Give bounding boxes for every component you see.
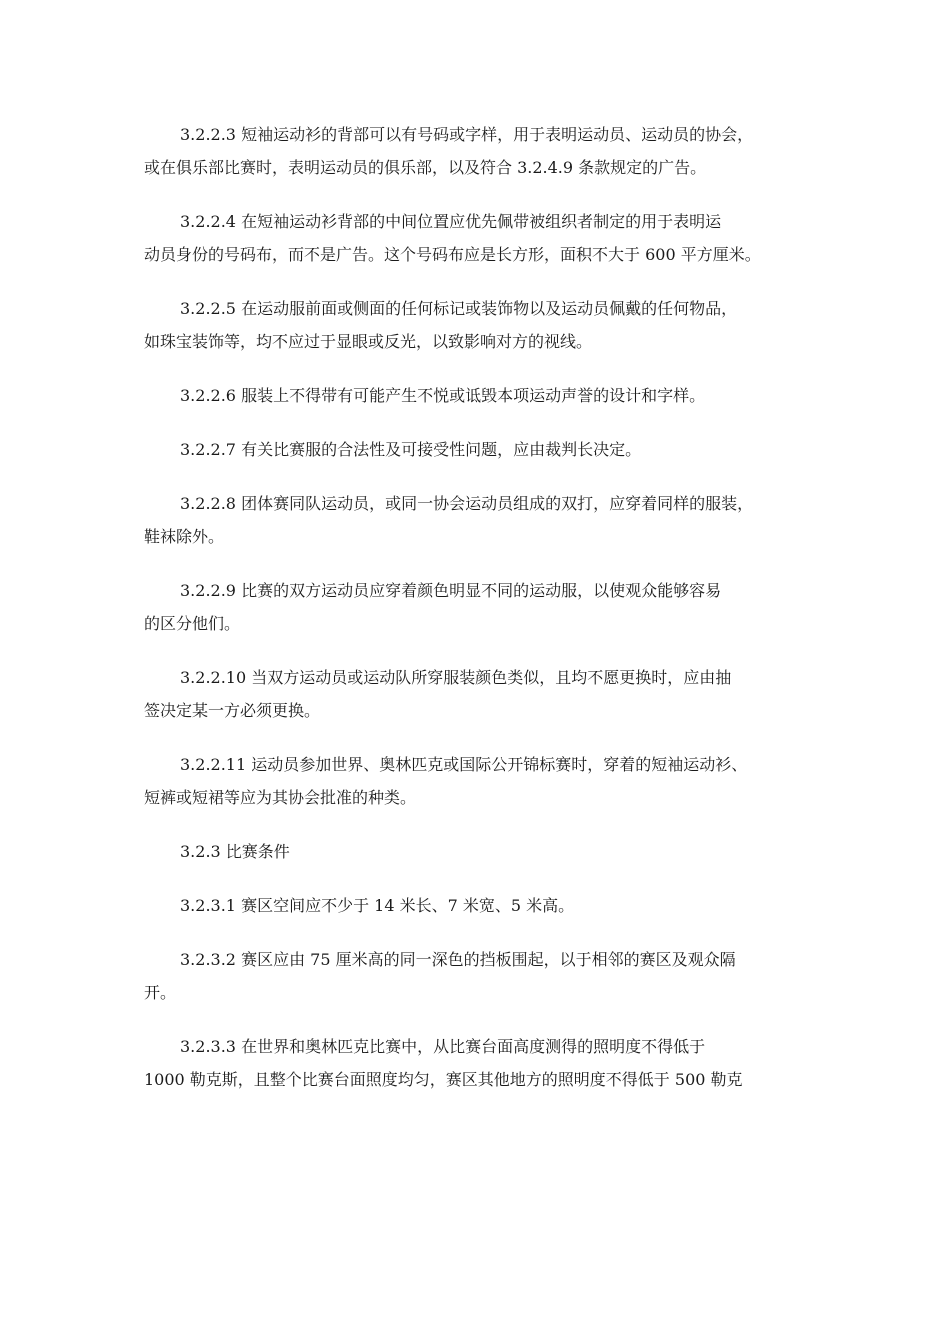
paragraph-line: 如珠宝装饰等，均不应过于显眼或反光，以致影响对方的视线。 (144, 332, 593, 351)
paragraph-line: 3.2.2.3 短袖运动衫的背部可以有号码或字样，用于表明运动员、运动员的协会， (180, 125, 754, 144)
paragraph-line: 动员身份的号码布，而不是广告。这个号码布应是长方形，面积不大于 600 平方厘米。 (144, 245, 761, 264)
paragraph-3-2-2-9 (144, 574, 834, 640)
paragraph-line: 3.2.2.11 运动员参加世界、奥林匹克或国际公开锦标赛时，穿着的短袖运动衫、 (180, 755, 748, 774)
paragraph-3-2-2-10 (144, 661, 834, 727)
document-body (144, 118, 834, 1117)
paragraph-line: 签决定某一方必须更换。 (144, 701, 321, 720)
paragraph-3-2-3-2 (144, 943, 834, 1009)
paragraph-line: 3.2.2.5 在运动服前面或侧面的任何标记或装饰物以及运动员佩戴的任何物品， (180, 299, 738, 318)
paragraph-line: 3.2.3.3 在世界和奥林匹克比赛中，从比赛台面高度测得的照明度不得低于 (180, 1037, 706, 1056)
paragraph-line: 或在俱乐部比赛时，表明运动员的俱乐部，以及符合 3.2.4.9 条款规定的广告。 (144, 158, 707, 177)
paragraph-line: 短裤或短裙等应为其协会批准的种类。 (144, 788, 417, 807)
paragraph-line: 3.2.2.10 当双方运动员或运动队所穿服装颜色类似，且均不愿更换时，应由抽 (180, 668, 732, 687)
paragraph-3-2-3-1 (144, 889, 834, 922)
paragraph-line: 3.2.2.7 有关比赛服的合法性及可接受性问题，应由裁判长决定。 (180, 440, 642, 459)
section-heading-3-2-3 (144, 835, 834, 868)
paragraph-3-2-2-3 (144, 118, 834, 184)
paragraph-3-2-2-6 (144, 379, 834, 412)
paragraph-3-2-3-3 (144, 1030, 834, 1096)
paragraph-3-2-2-11 (144, 748, 834, 814)
paragraph-3-2-2-7 (144, 433, 834, 466)
paragraph-line: 3.2.2.6 服装上不得带有可能产生不悦或诋毁本项运动声誉的设计和字样。 (180, 386, 706, 405)
paragraph-line: 3.2.2.8 团体赛同队运动员，或同一协会运动员组成的双打，应穿着同样的服装， (180, 494, 754, 513)
paragraph-3-2-2-4 (144, 205, 834, 271)
paragraph-line: 开。 (144, 983, 177, 1002)
paragraph-line: 1000 勒克斯，且整个比赛台面照度均匀，赛区其他地方的照明度不得低于 500 勒克 (144, 1070, 743, 1089)
paragraph-line: 3.2.3.1 赛区空间应不少于 14 米长、7 米宽、5 米高。 (180, 896, 575, 915)
paragraph-line: 3.2.2.9 比赛的双方运动员应穿着颜色明显不同的运动服，以使观众能够容易 (180, 581, 722, 600)
paragraph-line: 3.2.3 比赛条件 (180, 842, 290, 861)
paragraph-3-2-2-8 (144, 487, 834, 553)
paragraph-3-2-2-5 (144, 292, 834, 358)
paragraph-line: 3.2.3.2 赛区应由 75 厘米高的同一深色的挡板围起，以于相邻的赛区及观众隔 (180, 950, 736, 969)
paragraph-line: 的区分他们。 (144, 614, 241, 633)
paragraph-line: 鞋袜除外。 (144, 527, 225, 546)
paragraph-line: 3.2.2.4 在短袖运动衫背部的中间位置应优先佩带被组织者制定的用于表明运 (180, 212, 722, 231)
